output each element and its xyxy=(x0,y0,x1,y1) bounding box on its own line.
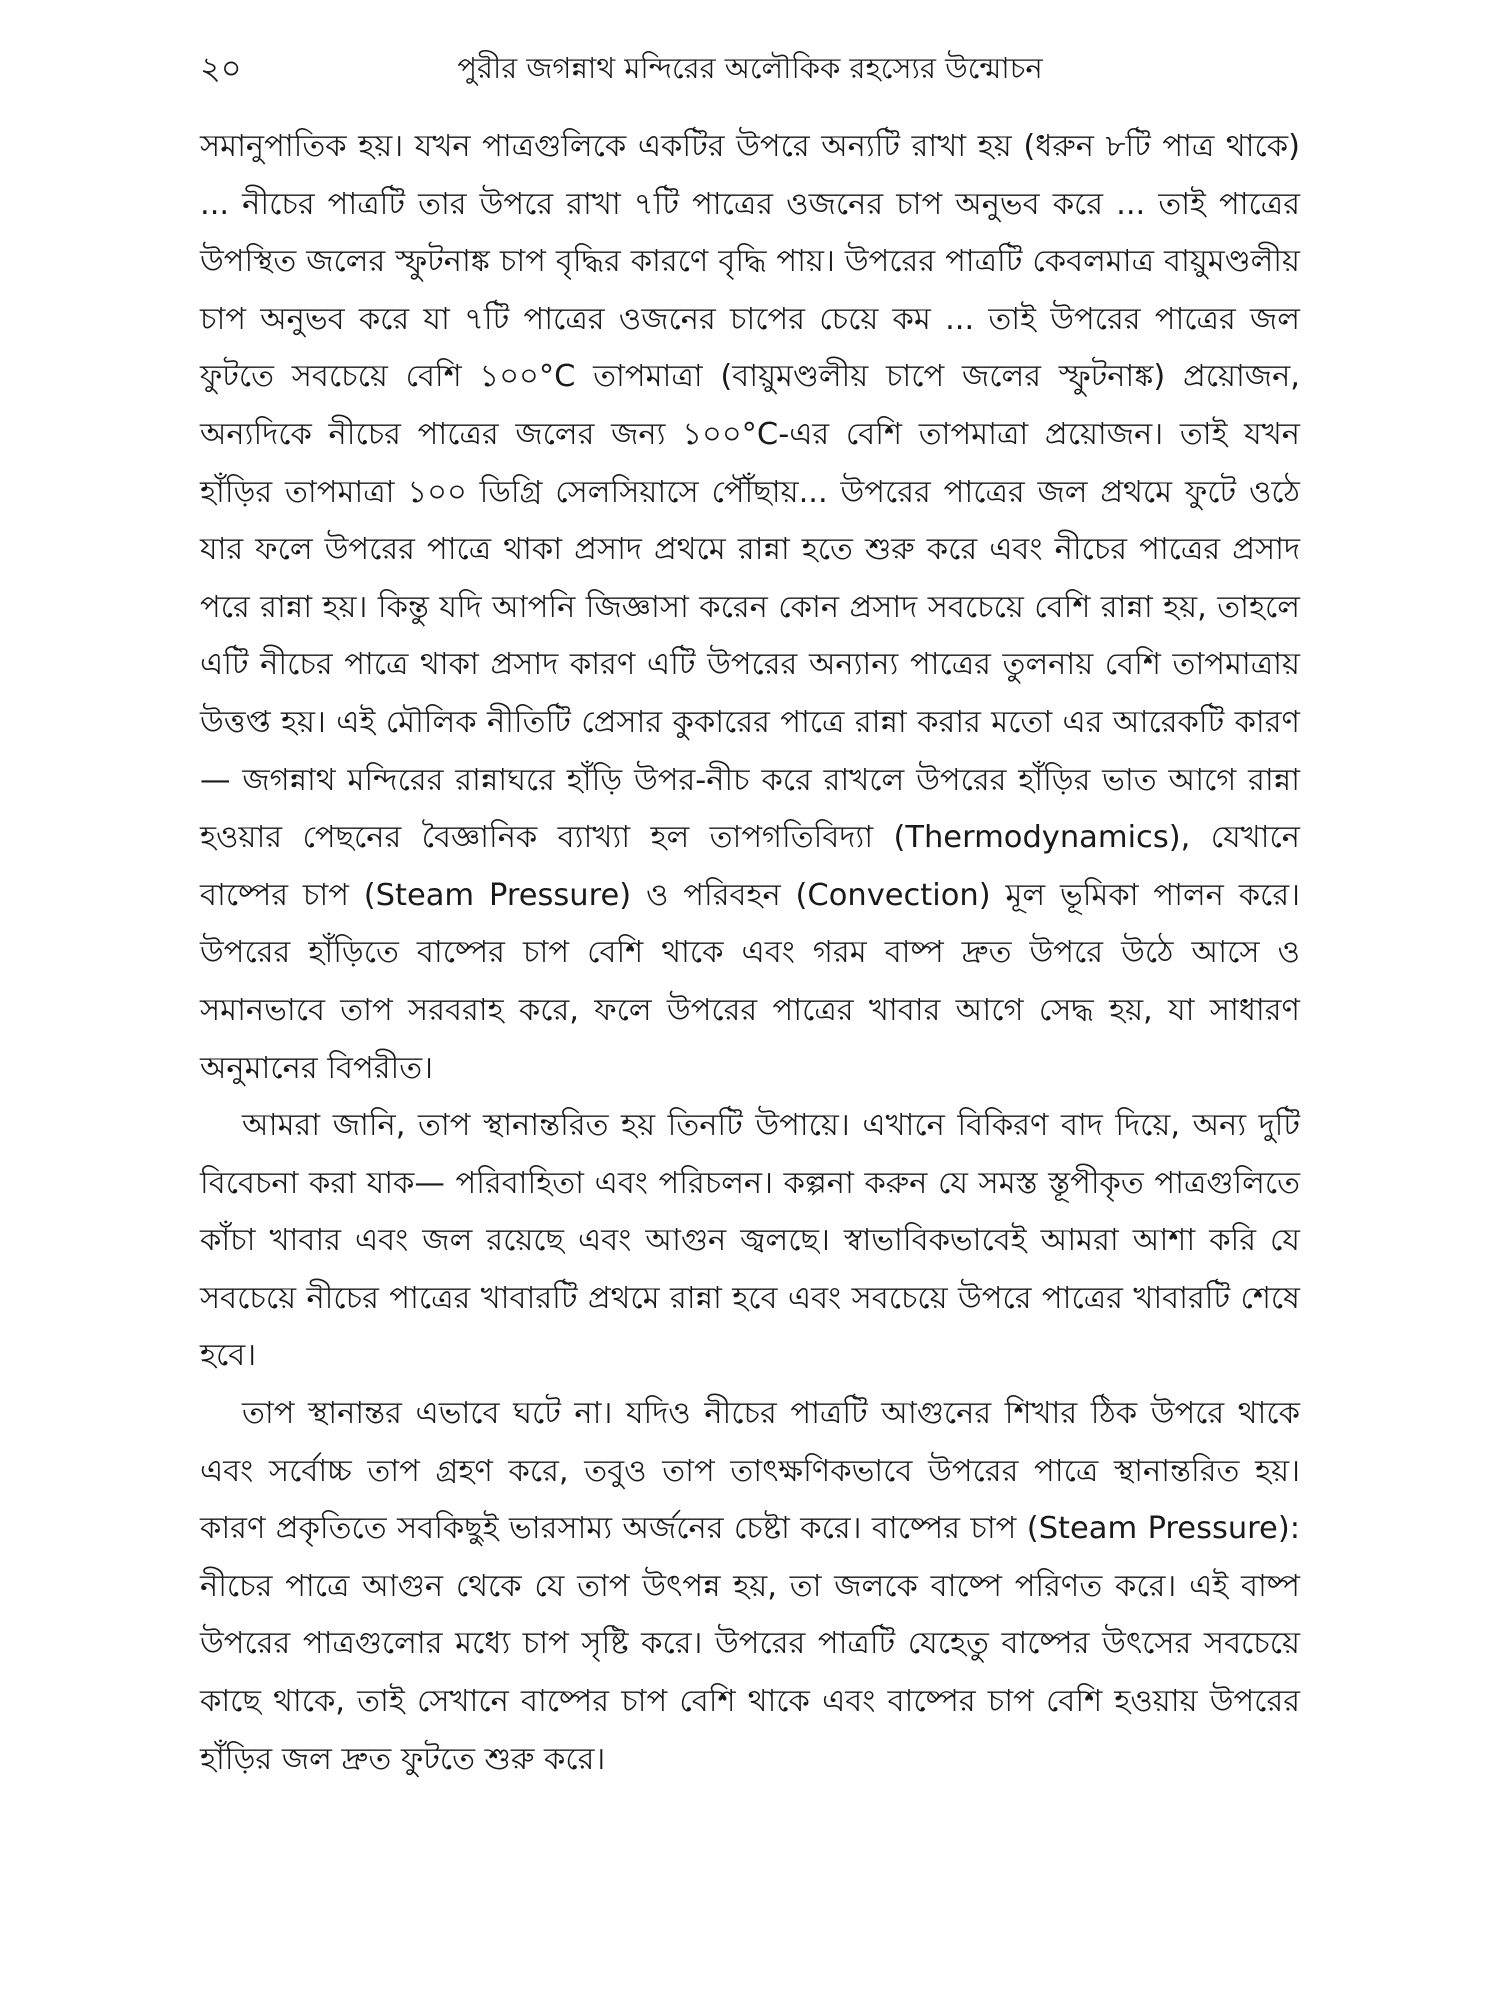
body-text xyxy=(200,118,1300,1788)
running-title: পুরীর জগন্নাথ মন্দিরের অলৌকিক রহস্যের উন্মোচন xyxy=(457,51,1043,85)
paragraph-continued: সমানুপাতিক হয়। যখন পাত্রগুলিকে একটির উপরে অন্যটি রাখা হয় (ধরুন ৮টি পাত্র থাকে) ... নীচের পাত্রটি তার উপরে রাখা ৭টি পাত্রের ওজনের চাপ অনুভব করে ... তাই পাত্রের উপস্থিত জলের স্ফুটনাঙ্ক চাপ বৃদ্ধির কারণে বৃদ্ধি পায়। উপরের পাত্রটি কেবলমাত্র বায়ুমণ্ডলীয় চাপ অনুভব করে যা ৭টি পাত্রের ওজনের চাপের চেয়ে কম ... তাই উপরের পাত্রের জল ফুটতে সবচেয়ে বেশি ১০০°C তাপমাত্রা (বায়ুমণ্ডলীয় চাপে জলের স্ফুটনাঙ্ক) প্রয়োজন, অন্যদিকে নীচের পাত্রের জলের জন্য ১০০°C-এর বেশি তাপমাত্রা প্রয়োজন। তাই যখন হাঁড়ির তাপমাত্রা ১০০ ডিগ্রি সেলসিয়াসে পৌঁছায়... উপরের পাত্রের জল প্রথমে ফুটে ওঠে যার ফলে উপরের পাত্রে থাকা প্রসাদ প্রথমে রান্না হতে শুরু করে এবং নীচের পাত্রের প্রসাদ পরে রান্না হয়। কিন্তু যদি আপনি জিজ্ঞাসা করেন কোন প্রসাদ সবচেয়ে বেশি রান্না হয়, তাহলে এটি নীচের পাত্রে থাকা প্রসাদ কারণ এটি উপরের অন্যান্য পাত্রের তুলনায় বেশি তাপমাত্রায় উত্তপ্ত হয়। এই মৌলিক নীতিটি প্রেসার কুকারের পাত্রে রান্না করার মতো এর আরেকটি কারণ— জগন্নাথ মন্দিরের রান্নাঘরে হাঁড়ি উপর-নীচ করে রাখলে উপরের হাঁড়ির ভাত আগে রান্না হওয়ার পেছনের বৈজ্ঞানিক ব্যাখ্যা হল তাপগতিবিদ্যা (Thermodynamics), যেখানে বাষ্পের চাপ (Steam Pressure) ও পরিবহন (Convection) মূল ভূমিকা পালন করে। উপরের হাঁড়িতে বাষ্পের চাপ বেশি থাকে এবং গরম বাষ্প দ্রুত উপরে উঠে আসে ও সমানভাবে তাপ সরবরাহ করে, ফলে উপরের পাত্রের খাবার আগে সেদ্ধ হয়, যা সাধারণ অনুমানের বিপরীত। xyxy=(200,129,1300,1086)
page-number: ২০ xyxy=(200,49,242,87)
paragraph-heat-transfer: আমরা জানি, তাপ স্থানান্তরিত হয় তিনটি উপায়ে। এখানে বিকিরণ বাদ দিয়ে, অন্য দুটি বিবেচনা করা যাক— পরিবাহিতা এবং পরিচলন। কল্পনা করুন যে সমস্ত স্তূপীকৃত পাত্রগুলিতে কাঁচা খাবার এবং জল রয়েছে এবং আগুন জ্বলছে। স্বাভাবিকভাবেই আমরা আশা করি যে সবচেয়ে নীচের পাত্রের খাবারটি প্রথমে রান্না হবে এবং সবচেয়ে উপরে পাত্রের খাবারটি শেষে হবে। xyxy=(200,1108,1300,1374)
running-header xyxy=(200,38,1300,98)
paragraph-steam-pressure: তাপ স্থানান্তর এভাবে ঘটে না। যদিও নীচের পাত্রটি আগুনের শিখার ঠিক উপরে থাকে এবং সর্বোচ্চ তাপ গ্রহণ করে, তবুও তাপ তাৎক্ষণিকভাবে উপরের পাত্রে স্থানান্তরিত হয়। কারণ প্রকৃতিতে সবকিছুই ভারসাম্য অর্জনের চেষ্টা করে। বাষ্পের চাপ (Steam Pressure): নীচের পাত্রে আগুন থেকে যে তাপ উৎপন্ন হয়, তা জলকে বাষ্পে পরিণত করে। এই বাষ্প উপরের পাত্রগুলোর মধ্যে চাপ সৃষ্টি করে। উপরের পাত্রটি যেহেতু বাষ্পের উৎসের সবচেয়ে কাছে থাকে, তাই সেখানে বাষ্পের চাপ বেশি থাকে এবং বাষ্পের চাপ বেশি হওয়ায় উপরের হাঁড়ির জল দ্রুত ফুটতে শুরু করে। xyxy=(200,1396,1300,1777)
